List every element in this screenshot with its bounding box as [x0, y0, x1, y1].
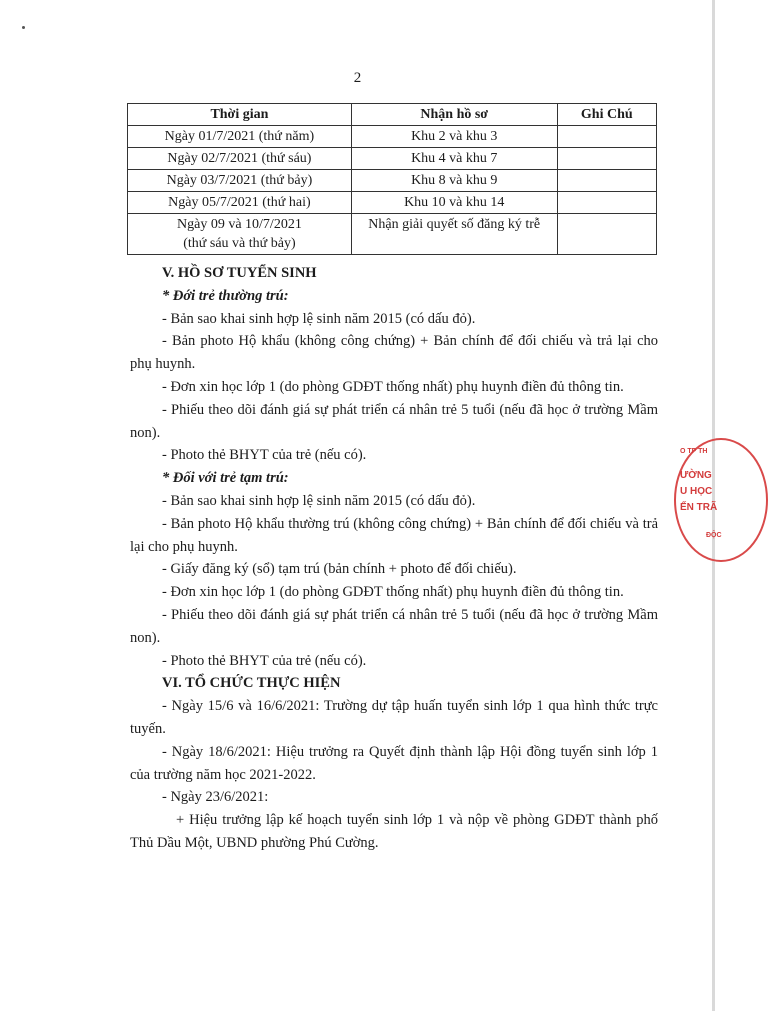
list-item: - Bản photo Hộ khẩu thường trú (không công chứng) + Bản chính để đối chiếu và trả lại cho phụ huynh. [130, 515, 658, 555]
cell-note [557, 170, 656, 192]
table-row [128, 148, 657, 170]
scan-dot [22, 26, 25, 29]
cell-time [128, 214, 352, 255]
list-item: - Ngày 18/6/2021: Hiệu trưởng ra Quyết định thành lập Hội đồng tuyển sinh lớp 1 của trường năm học 2021-2022. [130, 743, 658, 783]
list-item: - Photo thẻ BHYT của trẻ (nếu có). [162, 447, 367, 464]
cell-receive: Khu 10 và khu 14 [351, 192, 557, 214]
stamp-text: ĐỘC [706, 532, 722, 539]
cell-receive: Nhận giải quyết số đăng ký trễ [351, 214, 557, 255]
section-6-title: VI. TỔ CHỨC THỰC HIỆN [162, 675, 341, 692]
schedule-table [127, 103, 657, 255]
document-body [130, 262, 658, 855]
cell-time: Ngày 01/7/2021 (thứ năm) [128, 126, 352, 148]
cell-time: Ngày 05/7/2021 (thứ hai) [128, 192, 352, 214]
cell-note [557, 192, 656, 214]
list-item: - Bản photo Hộ khẩu (không công chứng) + Bản chính để đối chiếu và trả lại cho phụ huynh. [130, 333, 658, 373]
cell-receive: Khu 4 và khu 7 [351, 148, 557, 170]
cell-time: Ngày 02/7/2021 (thứ sáu) [128, 148, 352, 170]
list-item: - Ngày 23/6/2021: [162, 789, 269, 806]
list-item: - Bản sao khai sinh hợp lệ sinh năm 2015 (có dấu đỏ). [162, 310, 476, 327]
list-item: - Đơn xin học lớp 1 (do phòng GDĐT thống nhất) phụ huynh điền đủ thông tin. [162, 378, 624, 395]
table-row [128, 214, 657, 255]
stamp-text: ƯỜNG [680, 470, 712, 481]
stamp-text: U HỌC [680, 486, 713, 497]
list-item: - Giấy đăng ký (sổ) tạm trú (bản chính + photo để đối chiếu). [162, 561, 517, 578]
list-item: - Ngày 15/6 và 16/6/2021: Trường dự tập huấn tuyển sinh lớp 1 qua hình thức trực tuyến. [130, 698, 658, 737]
header-note: Ghi Chú [557, 104, 656, 126]
cell-time-line2: (thứ sáu và thứ bảy) [183, 236, 296, 251]
cell-receive: Khu 8 và khu 9 [351, 170, 557, 192]
table-row [128, 126, 657, 148]
table-row [128, 170, 657, 192]
group-temporary-title: * Đối với trẻ tạm trú: [162, 470, 289, 487]
cell-receive: Khu 2 và khu 3 [351, 126, 557, 148]
cell-note [557, 214, 656, 255]
list-item: - Photo thẻ BHYT của trẻ (nếu có). [162, 652, 367, 669]
list-item: - Phiếu theo dõi đánh giá sự phát triển cá nhân trẻ 5 tuổi (nếu đã học ở trường Mầm non). [130, 606, 658, 646]
cell-time: Ngày 03/7/2021 (thứ bảy) [128, 170, 352, 192]
group-permanent-title: * Đới trẻ thường trú: [162, 287, 289, 304]
header-time: Thời gian [128, 104, 352, 126]
red-seal-stamp [674, 438, 768, 562]
list-item: - Phiếu theo dõi đánh giá sự phát triển cá nhân trẻ 5 tuổi (nếu đã học ở trường Mầm non). [130, 401, 658, 441]
page-number: 2 [353, 70, 362, 86]
stamp-text: ẾN TRÃ [680, 502, 718, 513]
stamp-text: O TP TH [680, 448, 708, 455]
cell-note [557, 126, 656, 148]
list-item: - Bản sao khai sinh hợp lệ sinh năm 2015 (có dấu đỏ). [162, 492, 476, 509]
table-row [128, 192, 657, 214]
cell-time-line1: Ngày 09 và 10/7/2021 [177, 217, 302, 232]
list-item: - Đơn xin học lớp 1 (do phòng GDĐT thống nhất) phụ huynh điền đủ thông tin. [162, 584, 624, 601]
table-header-row [128, 104, 657, 126]
sub-list-item: + Hiệu trưởng lập kế hoạch tuyển sinh lớp 1 và nộp về phòng GDĐT thành phố Thủ Dầu Một, UBND phường Phú Cường. [130, 812, 658, 851]
cell-note [557, 148, 656, 170]
section-5-title: V. HỒ SƠ TUYỂN SINH [162, 265, 317, 281]
header-receive: Nhận hồ sơ [351, 104, 557, 126]
